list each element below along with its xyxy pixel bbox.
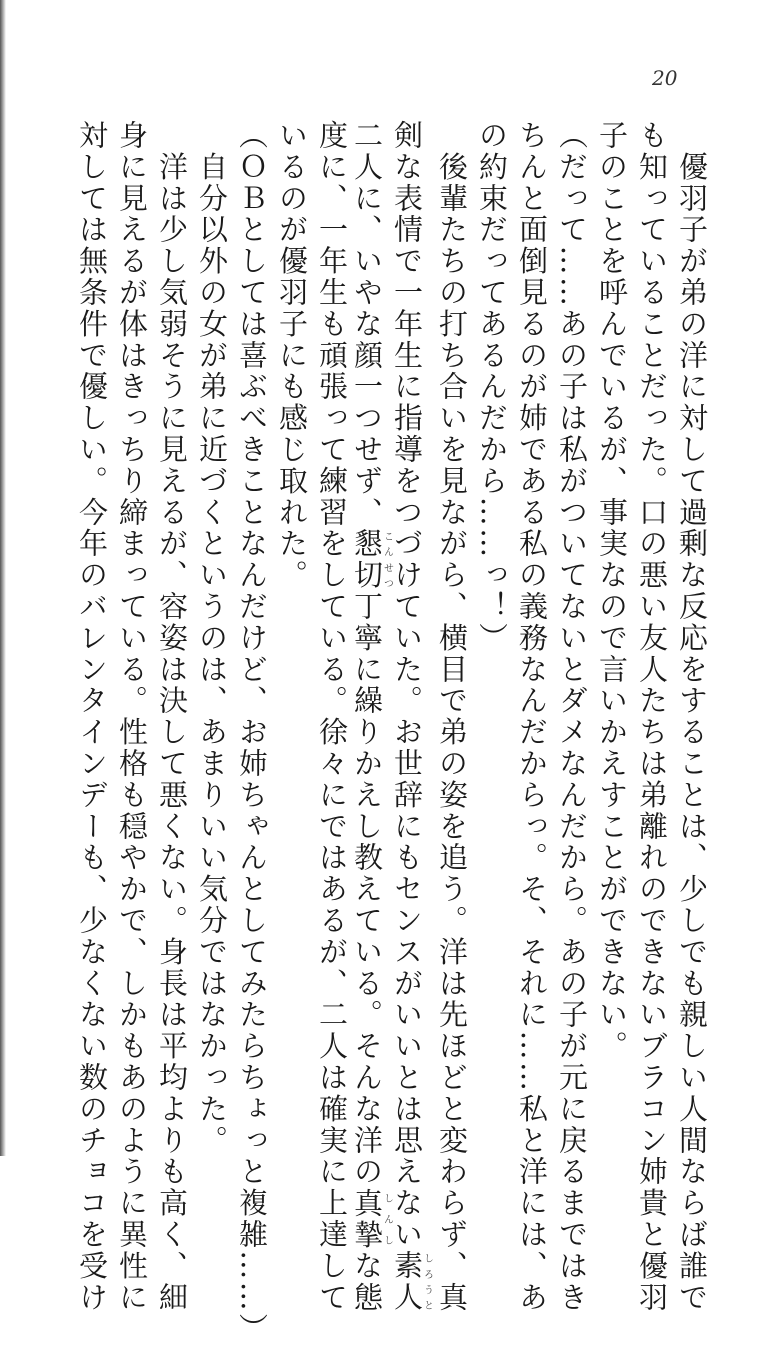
text-run: の約束だってあるんだから……っ！）	[475, 120, 509, 654]
text-run: 自分以外の女が弟に近づくというのは、あまりいい気分ではなかった。	[195, 120, 229, 1157]
text-run: な態	[350, 1250, 384, 1314]
ruby-base: 真摯	[350, 1187, 384, 1251]
text-column	[390, 120, 433, 1314]
text-column	[72, 120, 112, 1314]
text-run: 対しては無条件で優しい。今年のバレンタインデーも、少なくない数のチョコを受け	[75, 120, 109, 1314]
ruby-word	[350, 528, 393, 592]
text-column	[350, 120, 393, 1314]
text-column	[312, 120, 352, 1314]
text-column	[552, 120, 592, 1314]
text-run: いるのが優羽子にも感じ取れた。	[275, 120, 309, 591]
text-column	[672, 120, 712, 1314]
text-run: 洋は少し気弱そうに見えるが、容姿は決して悪くない。身長は平均よりも高く、細	[155, 120, 189, 1314]
text-column	[632, 120, 672, 1314]
text-run: 度に、一年生も頑張って練習をしている。徐々にではあるが、二人は確実に上達して	[315, 120, 349, 1314]
page-number: 20	[652, 66, 678, 90]
text-column	[432, 120, 472, 1314]
text-column	[192, 120, 232, 1157]
text-run: ちんと面倒見るのが姉である私の義務なんだからっ。そ、それに……私と洋には、あ	[515, 120, 549, 1314]
page-binding-edge	[0, 0, 6, 1156]
text-run: 剣な表情で一年生に指導をつづけていた。お世辞にもセンスがいいとは思えない	[390, 120, 424, 1251]
text-column	[112, 120, 152, 1314]
ruby-reading: こんせつ	[381, 528, 393, 591]
ruby-word	[390, 1250, 433, 1314]
text-run: 子のことを呼んでいるが、事実なので言いかえすことができない。	[595, 120, 629, 1062]
ruby-reading: しろうと	[421, 1250, 433, 1314]
text-run: （だって……あの子は私がついてないとダメなんだから。あの子が元に戻るまではき	[555, 120, 589, 1314]
text-run: も知っていることだった。口の悪い友人たちは弟離れのできないブラコン姉貴と優羽	[635, 120, 669, 1314]
text-run: 丁寧に繰りかえし教えている。そんな洋の	[350, 591, 384, 1188]
text-run: 後輩たちの打ち合いを見ながら、横目で弟の姿を追う。洋は先ほどと変わらず、真	[435, 120, 469, 1314]
ruby-word	[350, 1187, 393, 1251]
text-column	[512, 120, 552, 1314]
text-column	[592, 120, 632, 1080]
text-column	[272, 120, 312, 1080]
text-column	[232, 120, 272, 1345]
ruby-reading: しんし	[381, 1187, 393, 1251]
text-run: 二人に、いやな顔一つせず、	[350, 120, 384, 529]
ruby-base: 懇切	[350, 528, 384, 592]
text-run: 優羽子が弟の洋に対して過剰な反応をすることは、少しでも親しい人間ならば誰で	[675, 120, 709, 1314]
text-column	[472, 120, 512, 1080]
text-column	[152, 120, 192, 1314]
text-run: 身に見えるが体はきっちり締まっている。性格も穏やかで、しかもあのように異性に	[115, 120, 149, 1314]
ruby-base: 素人	[390, 1250, 424, 1314]
text-run: （ＯＢとしては喜ぶべきことなんだけど、お姉ちゃんとしてみたらちょっと複雑……）	[235, 120, 269, 1345]
